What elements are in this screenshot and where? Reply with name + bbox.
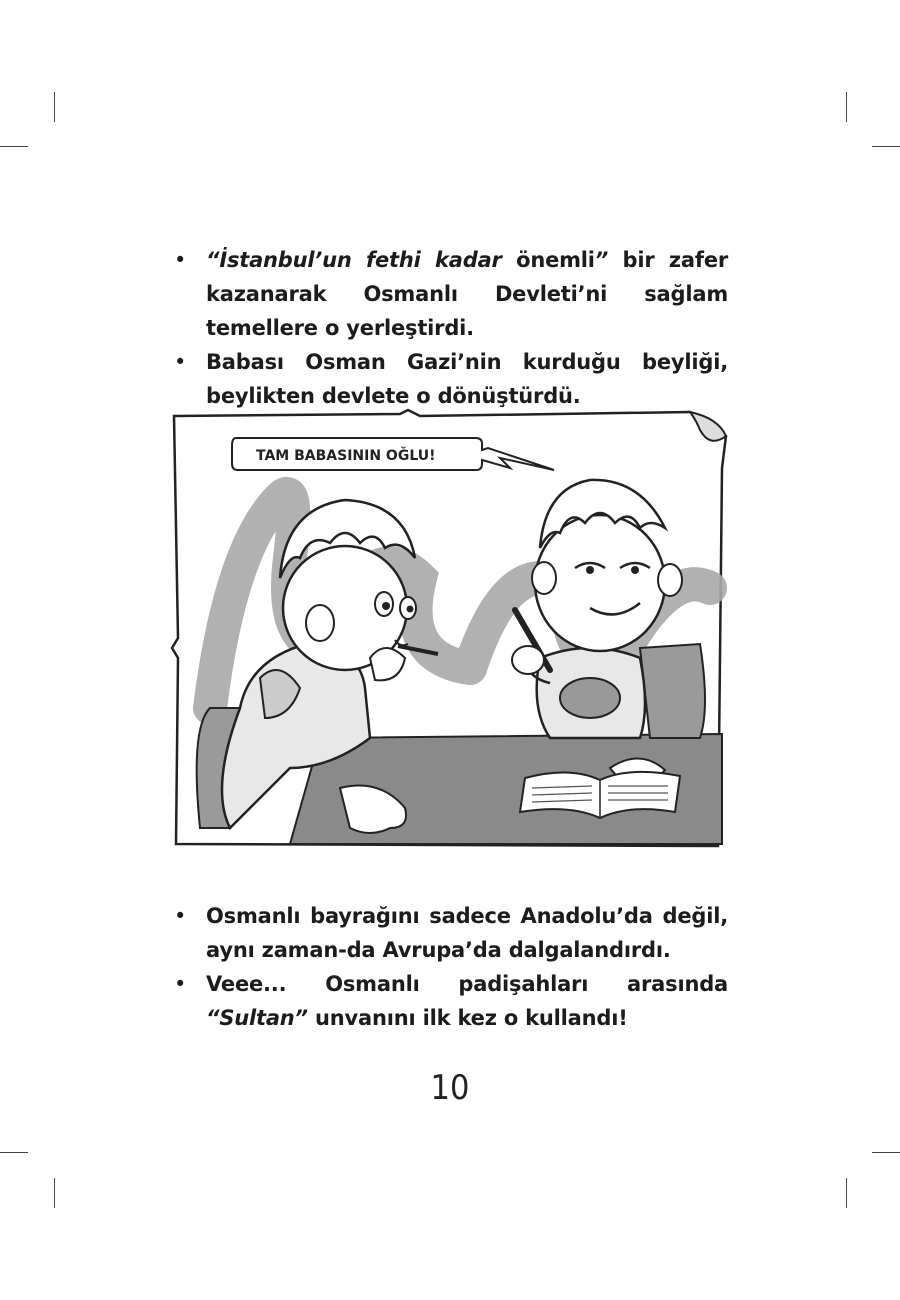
crop-mark-bottom-right [846,1178,847,1208]
crop-mark-top-right [846,92,847,122]
page-number: 10 [430,1068,470,1108]
bottom-bullet-list [172,899,728,1035]
italic-quote-sultan: “Sultan” [206,1006,308,1030]
top-bullet-list [172,243,728,413]
bullet-text-part: bir zafer kazanarak Osmanlı Devleti’ni sağlam temellere o yerleştirdi. [206,248,729,340]
bullet-item-flag [172,899,728,967]
bullet-text-part: unvanını ilk kez o kullandı! [307,1006,628,1030]
bullet-text: Babası Osman Gazi’nin kurduğu beyliği, beylikten devlete o dönüştürdü. [206,350,728,408]
bullet-text-part: Veee... Osmanlı padişahları arasında [206,972,728,996]
speech-bubble-text: TAM BABASININ OĞLU! [256,448,436,464]
bullet-text: Osmanlı bayrağını sadece Anadolu’da değil, aynı zaman-da Avrupa’da dalgalandırdı. [206,904,728,962]
italic-quote-istanbul: “İstanbul’un fethi kadar [206,248,502,272]
closing-quote: ” [594,248,609,272]
comic-illustration [170,408,730,848]
right-chair [640,644,705,738]
bullet-item-state [172,345,728,413]
bullet-dot: • [174,904,187,928]
bullet-item-battle [172,243,728,345]
crop-mark-bottom-left [54,1178,55,1208]
crop-mark-bottom-left-h [0,1152,28,1153]
crop-mark-top-left-h [0,146,28,147]
bullet-dot: • [174,350,187,374]
crop-mark-top-left [54,92,55,122]
crop-mark-top-right-h [872,146,900,147]
bullet-dot: • [174,248,187,272]
bullet-item-sultan [172,967,728,1035]
crop-mark-bottom-right-h [872,1152,900,1153]
bullet-dot: • [174,972,187,996]
bullet-text-part: önemli [501,248,595,272]
